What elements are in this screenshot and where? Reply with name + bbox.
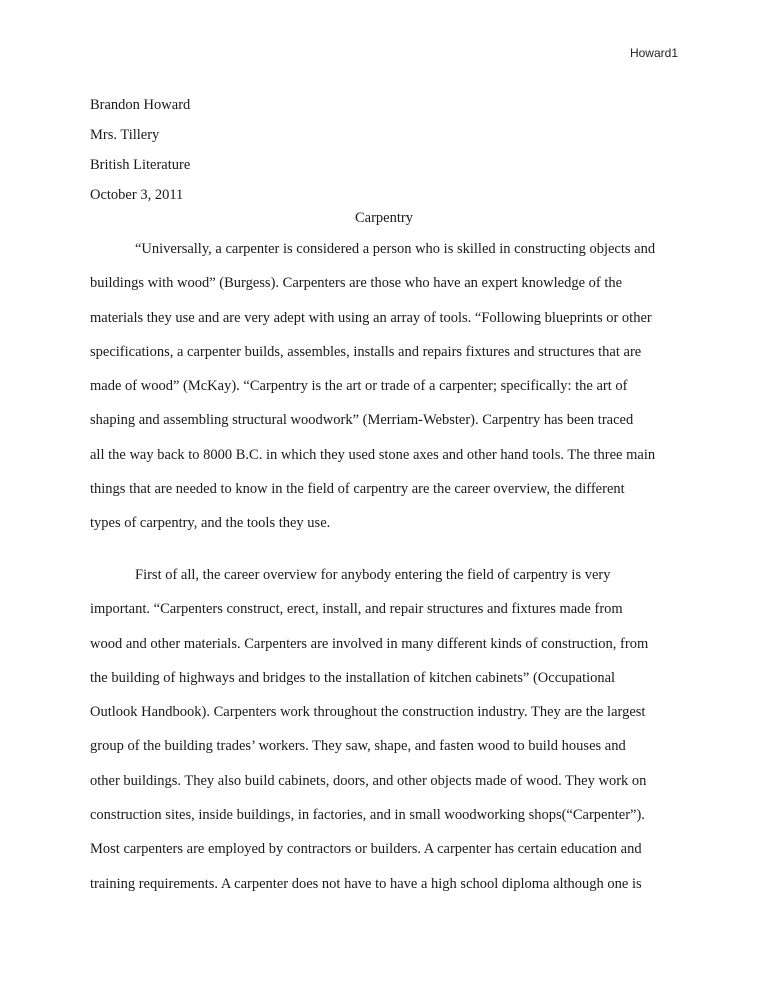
course-name: British Literature — [90, 157, 191, 173]
paragraph-line: construction sites, inside buildings, in factories, and in small woodworking shops(“Carpenter”). — [90, 807, 645, 824]
heading-block — [90, 90, 190, 210]
author-name: Brandon Howard — [90, 97, 191, 113]
paragraph-line: wood and other materials. Carpenters are involved in many different kinds of construction, from — [90, 635, 649, 652]
paragraph-line: group of the building trades’ workers. They saw, shape, and fasten wood to build houses and — [90, 738, 626, 755]
document-title: Carpentry — [355, 210, 413, 226]
paragraph-line: other buildings. They also build cabinets, doors, and other objects made of wood. They work on — [90, 772, 647, 789]
paragraph-line: Most carpenters are employed by contractors or builders. A carpenter has certain education and — [90, 841, 642, 858]
page-header: Howard1 — [629, 46, 678, 60]
paragraph-line: buildings with wood” (Burgess). Carpenters are those who have an expert knowledge of the — [90, 275, 623, 292]
paragraph-line: made of wood” (McKay). “Carpentry is the art or trade of a carpenter; specifically: the art of — [90, 378, 628, 395]
paragraph-line: types of carpentry, and the tools they use. — [90, 515, 331, 532]
paragraph-line: materials they use and are very adept with using an array of tools. “Following blueprints or other — [90, 309, 652, 326]
paragraph-line: all the way back to 8000 B.C. in which they used stone axes and other hand tools. The three main — [90, 446, 656, 463]
document-date: October 3, 2011 — [90, 187, 184, 203]
paragraph-line: things that are needed to know in the field of carpentry are the career overview, the different — [90, 481, 625, 498]
paragraph-line: shaping and assembling structural woodwork” (Merriam-Webster). Carpentry has been traced — [90, 412, 634, 429]
paragraph-line: Outlook Handbook). Carpenters work throughout the construction industry. They are the largest — [90, 704, 646, 721]
paragraph-line: “Universally, a carpenter is considered a person who is skilled in constructing objects and — [135, 241, 656, 257]
paragraph-line: the building of highways and bridges to the installation of kitchen cabinets” (Occupational — [90, 669, 616, 686]
instructor-name: Mrs. Tillery — [90, 127, 160, 143]
paragraph-line: important. “Carpenters construct, erect, install, and repair structures and fixtures made from — [90, 601, 623, 618]
paragraph-line: First of all, the career overview for anybody entering the field of carpentry is very — [135, 567, 611, 583]
paragraph-line: specifications, a carpenter builds, assembles, installs and repairs fixtures and structures that are — [90, 343, 642, 360]
paragraph-line: training requirements. A carpenter does not have to have a high school diploma although one is — [90, 875, 642, 892]
paragraph-2 — [90, 565, 690, 908]
paragraph-1 — [90, 239, 690, 548]
